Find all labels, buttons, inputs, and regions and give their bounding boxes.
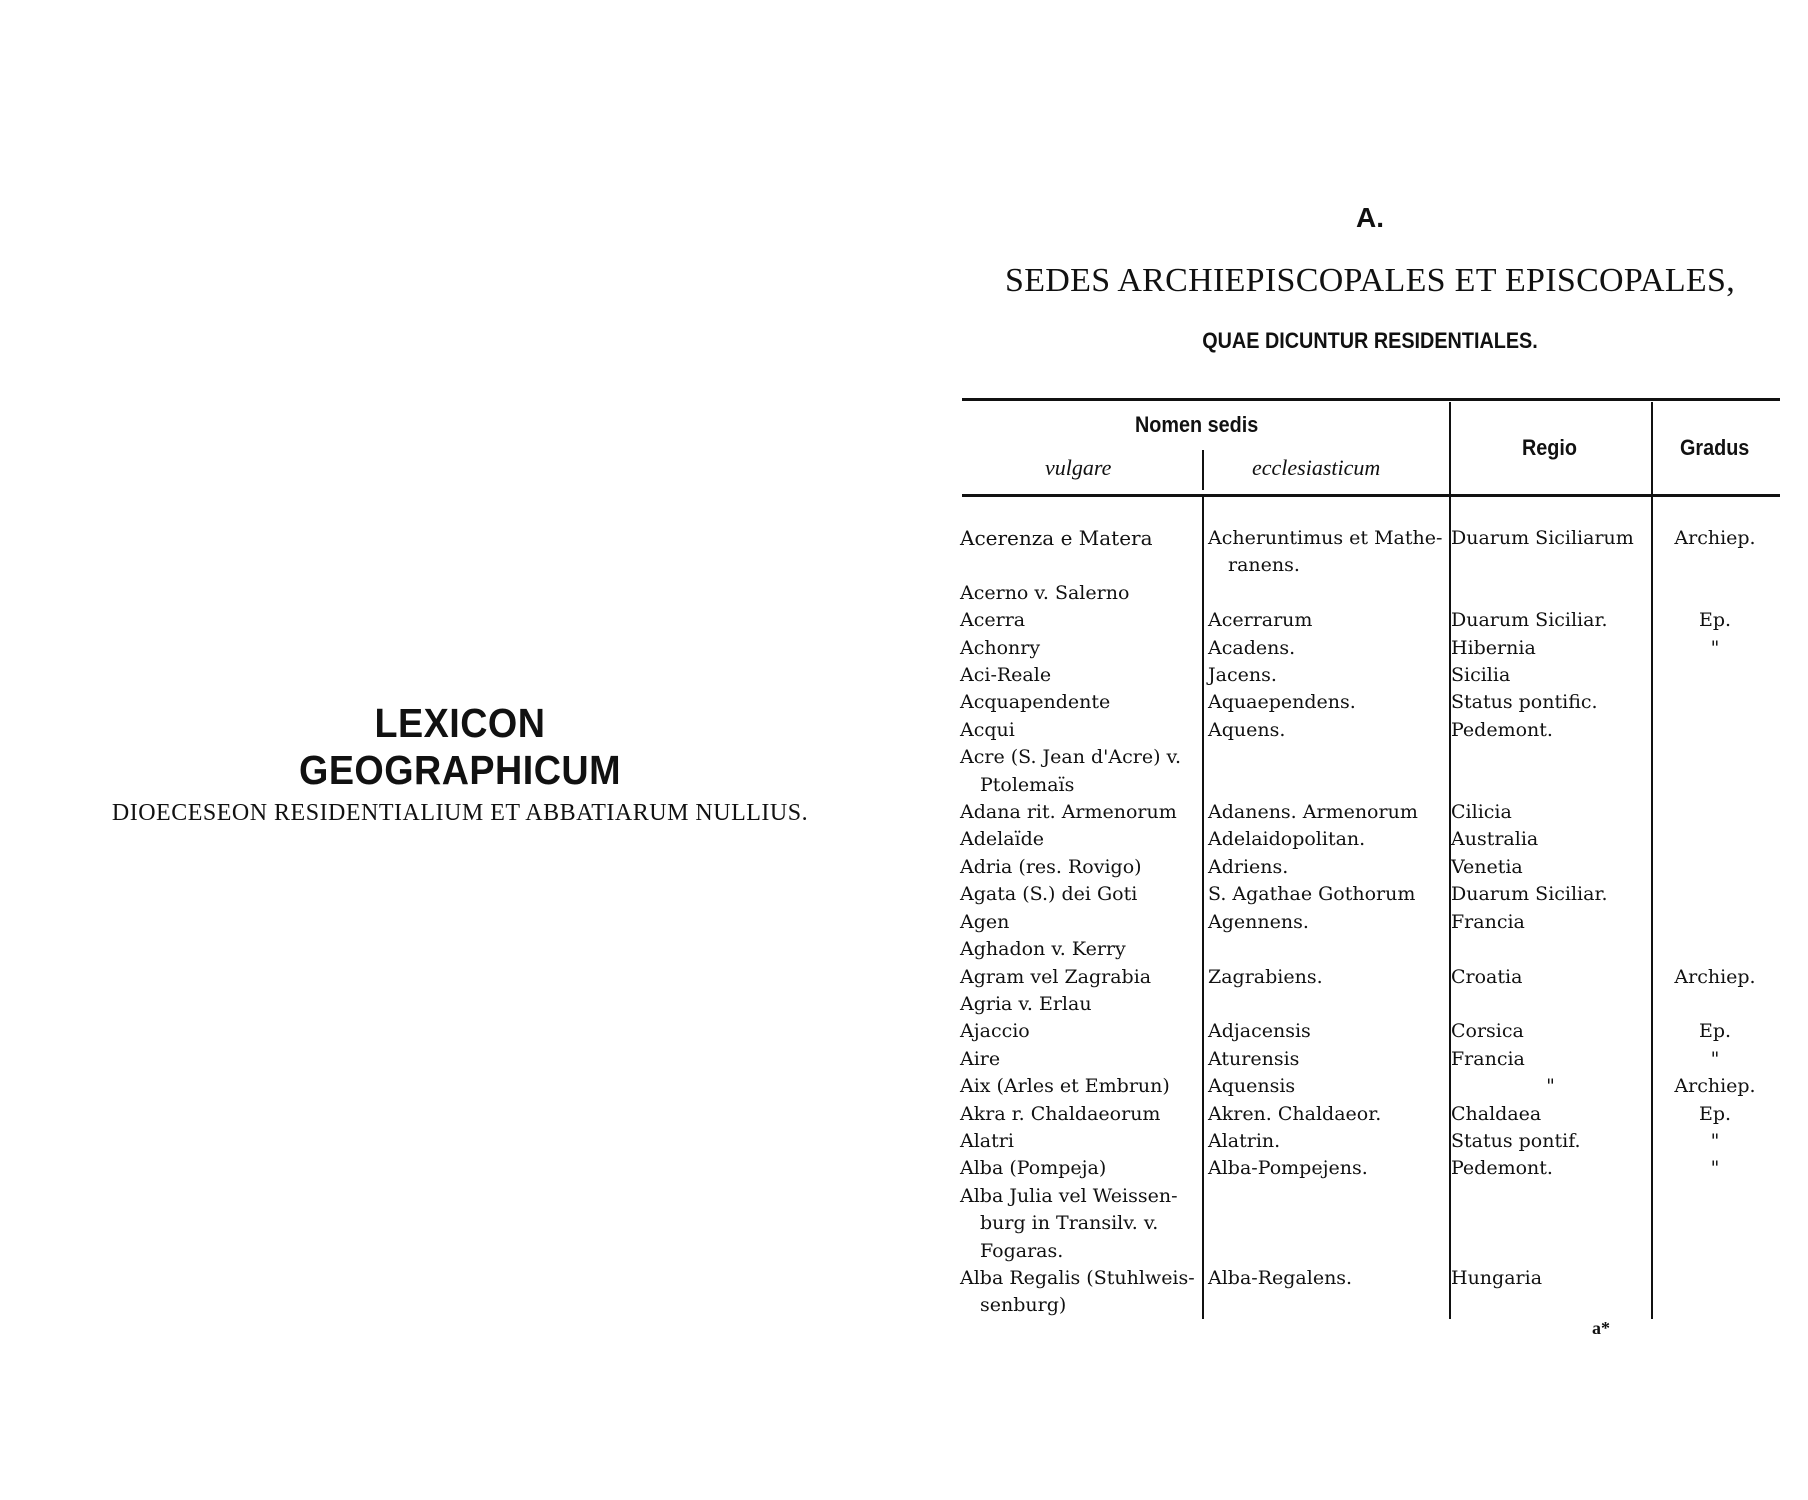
cell-ecclesiasticum: Aturensis (1208, 1047, 1300, 1070)
cell-ecclesiasticum: Acheruntimus et Mathe- (1208, 527, 1443, 549)
cell-vulgare: Acerra (960, 609, 1026, 632)
cell-vulgare: Alba Julia vel Weissen- (960, 1184, 1178, 1207)
lexicon-title: LEXICON GEOGRAPHICUM (299, 700, 621, 793)
cell-ecclesiasticum: Jacens. (1208, 664, 1277, 687)
cell-vulgare: Agram vel Zagrabia (960, 965, 1152, 988)
cell-ecclesiasticum: Alatrin. (1208, 1129, 1281, 1152)
cell-regio: Status pontif. (1451, 1129, 1581, 1152)
section-subtitle: QUAE DICUNTUR RESIDENTIALES. (1202, 328, 1538, 353)
cell-gradus (1650, 881, 1780, 908)
cell-ecclesiasticum: Adriens. (1208, 855, 1289, 878)
cell-gradus (1650, 689, 1780, 716)
table-body (960, 525, 1780, 1320)
cell-vulgare-cont: senburg) (980, 1294, 1067, 1317)
cell-regio: Pedemont. (1451, 718, 1553, 741)
cell-regio (1447, 580, 1650, 607)
cell-ecclesiasticum: Adelaidopolitan. (1208, 828, 1366, 851)
table-header-rule (962, 494, 1780, 497)
header-regio: Regio (1522, 435, 1578, 460)
cell-ecclesiasticum: Acadens. (1208, 636, 1296, 659)
cell-vulgare-cont: burg in Transilv. v. (980, 1212, 1159, 1235)
table-row (960, 854, 1780, 881)
cell-vulgare: Adana rit. Armenorum (960, 801, 1177, 824)
table-row (960, 1101, 1780, 1128)
table-row (960, 1128, 1780, 1155)
table-row (960, 799, 1780, 826)
cell-gradus (1650, 1265, 1780, 1320)
cell-regio: Duarum Siciliar. (1451, 609, 1608, 632)
cell-vulgare: Aire (960, 1047, 1001, 1070)
cell-regio: Hibernia (1451, 636, 1536, 659)
cell-ecclesiasticum: Acerrarum (1208, 609, 1313, 632)
cell-regio: Francia (1451, 1047, 1525, 1070)
cell-gradus (1650, 936, 1780, 963)
cell-vulgare: Aghadon v. Kerry (960, 938, 1126, 961)
cell-ecclesiasticum-cont: ranens. (1228, 554, 1300, 577)
header-gradus: Gradus (1680, 435, 1750, 460)
cell-ecclesiasticum: Agennens. (1208, 910, 1309, 933)
cell-gradus (1650, 580, 1780, 607)
cell-ecclesiasticum: S. Agathae Gothorum (1208, 883, 1416, 906)
cell-vulgare: Acerno v. Salerno (960, 581, 1130, 604)
cell-gradus: Ep. (1698, 609, 1732, 632)
section-title: SEDES ARCHIEPISCOPALES ET EPISCOPALES, (1005, 262, 1735, 299)
cell-ecclesiasticum (1202, 991, 1447, 1018)
cell-gradus (1650, 991, 1780, 1018)
cell-gradus (1650, 799, 1780, 826)
cell-vulgare: Acquapendente (960, 691, 1111, 714)
cell-regio: Pedemont. (1451, 1157, 1553, 1180)
cell-vulgare-cont: Ptolemaïs (980, 773, 1075, 796)
cell-regio: Status pontific. (1451, 691, 1598, 714)
cell-vulgare: Alba Regalis (Stuhlweis- (960, 1266, 1195, 1289)
cell-vulgare: Achonry (960, 636, 1041, 659)
cell-ecclesiasticum: Aquens. (1208, 718, 1286, 741)
cell-vulgare: Adelaïde (960, 828, 1045, 851)
cell-vulgare-cont2: Fogaras. (980, 1239, 1064, 1262)
cell-vulgare: Akra r. Chaldaeorum (960, 1102, 1161, 1125)
cell-ecclesiasticum: Alba-Regalens. (1208, 1266, 1353, 1289)
table-row (960, 717, 1780, 744)
cell-regio: Venetia (1451, 855, 1523, 878)
table-row (960, 881, 1780, 908)
lexicon-subtitle: DIOECESEON RESIDENTIALIUM ET ABBATIARUM NULLIUS. (111, 800, 809, 826)
cell-regio (1447, 991, 1650, 1018)
cell-regio: " (1546, 1075, 1555, 1098)
cell-gradus: " (1710, 1129, 1720, 1152)
cell-ecclesiasticum (1202, 744, 1447, 799)
cell-ecclesiasticum: Adjacensis (1208, 1020, 1311, 1043)
cell-gradus (1650, 854, 1780, 881)
cell-ecclesiasticum (1202, 936, 1447, 963)
cell-vulgare: Adria (res. Rovigo) (960, 855, 1142, 878)
cell-ecclesiasticum: Akren. Chaldaeor. (1208, 1102, 1382, 1125)
cell-gradus: Archiep. (1674, 527, 1756, 549)
cell-gradus (1650, 717, 1780, 744)
cell-regio: Cilicia (1451, 801, 1512, 824)
cell-gradus: " (1710, 636, 1720, 659)
cell-gradus (1650, 826, 1780, 853)
cell-regio: Hungaria (1451, 1266, 1543, 1289)
cell-vulgare: Acre (S. Jean d'Acre) v. (960, 746, 1182, 769)
cell-gradus (1650, 662, 1780, 689)
cell-vulgare: Acqui (960, 718, 1015, 741)
cell-regio: Duarum Siciliarum (1451, 527, 1634, 549)
table-row (960, 1046, 1780, 1073)
cell-ecclesiasticum: Aquaependens. (1208, 691, 1356, 714)
table-divider-eccl (1202, 450, 1204, 490)
cell-vulgare: Agata (S.) dei Goti (960, 883, 1138, 906)
cell-vulgare: Agen (960, 910, 1010, 933)
cell-regio (1447, 936, 1650, 963)
header-ecclesiasticum: ecclesiasticum (1252, 455, 1381, 480)
table-row (960, 662, 1780, 689)
cell-ecclesiasticum: Zagrabiens. (1208, 965, 1323, 988)
cell-vulgare: Ajaccio (960, 1020, 1030, 1043)
cell-gradus: Ep. (1698, 1102, 1732, 1125)
table-row (960, 1018, 1780, 1045)
cell-gradus (1650, 909, 1780, 936)
cell-gradus: " (1710, 1157, 1720, 1180)
table-row (960, 1265, 1780, 1320)
cell-regio: Duarum Siciliar. (1451, 883, 1608, 906)
cell-vulgare: Aci-Reale (960, 664, 1052, 687)
cell-vulgare: Agria v. Erlau (960, 992, 1092, 1015)
cell-gradus: Ep. (1698, 1020, 1732, 1043)
table-row (960, 607, 1780, 634)
cell-gradus (1650, 744, 1780, 799)
cell-ecclesiasticum: Aquensis (1208, 1075, 1296, 1098)
cell-regio: Sicilia (1451, 664, 1511, 687)
cell-gradus (1650, 1183, 1780, 1265)
table-row (960, 1155, 1780, 1182)
cell-regio: Croatia (1451, 965, 1523, 988)
cell-regio (1447, 744, 1650, 799)
cell-regio: Corsica (1451, 1020, 1524, 1043)
cell-vulgare: Alatri (960, 1129, 1014, 1152)
table-row (960, 909, 1780, 936)
header-nomen-sedis: Nomen sedis (1135, 412, 1259, 437)
table-row (960, 1073, 1780, 1100)
cell-gradus: Archiep. (1674, 1075, 1756, 1098)
cell-vulgare: Acerenza e Matera (960, 526, 1153, 550)
table-row (960, 964, 1780, 991)
header-vulgare: vulgare (1045, 455, 1112, 480)
table-row (960, 580, 1780, 607)
table-top-rule (962, 398, 1780, 401)
cell-regio: Australia (1451, 828, 1539, 851)
cell-vulgare: Alba (Pompeja) (960, 1157, 1107, 1180)
section-letter: A. (1356, 202, 1384, 233)
page-signature: a* (1592, 1318, 1610, 1338)
cell-ecclesiasticum (1202, 580, 1447, 607)
table-row (960, 826, 1780, 853)
cell-regio (1447, 1183, 1650, 1265)
cell-regio: Chaldaea (1451, 1102, 1542, 1125)
cell-ecclesiasticum (1202, 1183, 1447, 1265)
cell-gradus: " (1710, 1047, 1720, 1070)
table-row (960, 1183, 1780, 1265)
table-row (960, 744, 1780, 799)
table-row (960, 991, 1780, 1018)
cell-gradus: Archiep. (1674, 965, 1756, 988)
table-row (960, 689, 1780, 716)
table-row (960, 525, 1780, 580)
cell-ecclesiasticum: Alba-Pompejens. (1208, 1157, 1368, 1180)
table-row (960, 635, 1780, 662)
cell-regio: Francia (1451, 910, 1525, 933)
cell-vulgare: Aix (Arles et Embrun) (960, 1075, 1170, 1098)
cell-ecclesiasticum: Adanens. Armenorum (1208, 801, 1418, 824)
table-row (960, 936, 1780, 963)
